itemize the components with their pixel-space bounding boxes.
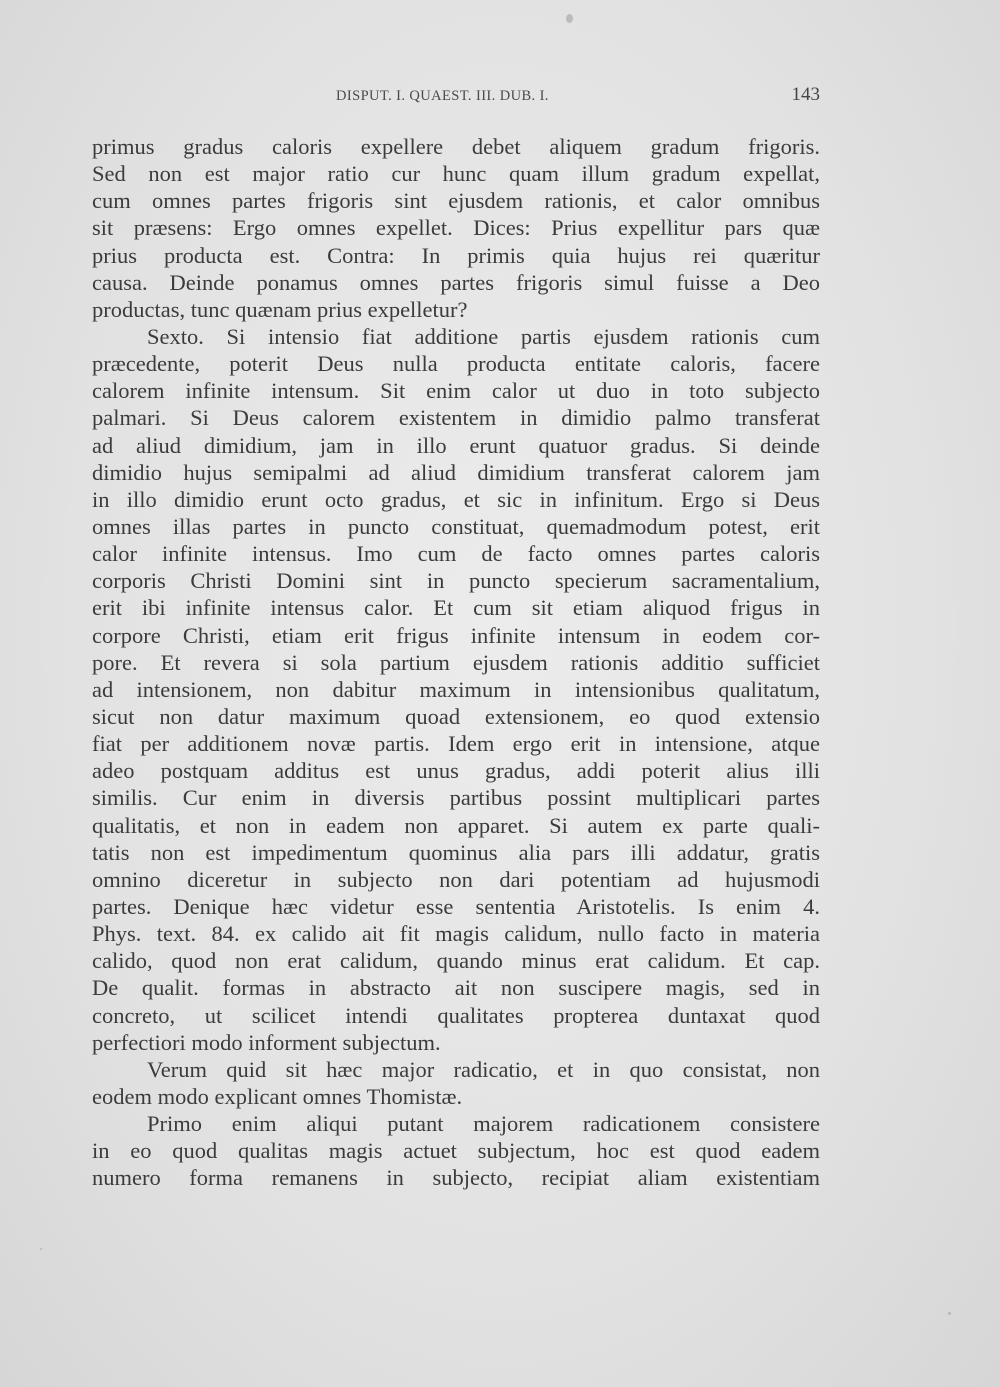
text-line: Verum quid sit hæc major radicatio, et in quo consistat, non [147,1056,820,1082]
text-line: ad intensionem, non dabitur maximum in intensionibus qualitatum, [92,676,820,702]
text-line: corporis Christi Domini sint in puncto specierum sacramentalium, [92,568,820,594]
text-line: erit ibi infinite intensus calor. Et cum sit etiam aliquod frigus in [92,595,820,621]
text-line: Sed non est major ratio cur hunc quam illum gradum expellat, [92,161,820,187]
text-line: in illo dimidio erunt octo gradus, et sic in infinitum. Ergo si Deus [92,486,820,512]
text-line: perfectiori modo informent subjectum. [92,1029,441,1055]
text-line: palmari. Si Deus calorem existentem in dimidio palmo transferat [92,405,820,431]
text-line: in eo quod qualitas magis actuet subjectum, hoc est quod eadem [92,1138,820,1164]
text-line: adeo postquam additus est unus gradus, addi poterit alius illi [92,758,820,784]
print-speck [566,14,573,23]
text-line: partes. Denique hæc videtur esse sententia Aristotelis. Is enim 4. [92,893,820,919]
text-line: calorem infinite intensum. Sit enim calor ut duo in toto subjecto [92,378,820,404]
text-line: similis. Cur enim in diversis partibus possint multiplicari partes [92,785,820,811]
text-line: qualitatis, et non in eadem non apparet. Si autem ex parte quali- [92,812,820,838]
print-speck [948,1312,951,1315]
text-line: De qualit. formas in abstracto ait non suscipere magis, sed in [92,975,820,1001]
print-speck [40,1248,42,1250]
text-line: calor infinite intensus. Imo cum de facto omnes partes caloris [92,541,820,567]
text-line: eodem modo explicant omnes Thomistæ. [92,1083,463,1109]
text-line: fiat per additionem novæ partis. Idem ergo erit in intensione, atque [92,731,820,757]
text-line: Primo enim aliqui putant majorem radicationem consistere [147,1111,820,1137]
text-line: tatis non est impedimentum quominus alia pars illi addatur, gratis [92,839,820,865]
text-line: causa. Deinde ponamus omnes partes frigoris simul fuisse a Deo [92,269,820,295]
text-line: primus gradus caloris expellere debet aliquem gradum frigoris. [92,134,820,159]
text-line: omnes illas partes in puncto constituat, quemadmodum potest, erit [92,513,820,539]
text-line: præcedente, poterit Deus nulla producta entitate caloris, facere [92,351,820,377]
text-line: concreto, ut scilicet intendi qualitates propterea duntaxat quod [92,1002,820,1028]
text-line: cum omnes partes frigoris sint ejusdem rationis, et calor omnibus [92,188,820,214]
page-number: 143 [791,84,820,105]
text-line: productas, tunc quænam prius expelletur? [92,296,468,322]
text-line: omnino diceretur in subjecto non dari potentiam ad hujusmodi [92,866,820,892]
running-head: DISPUT. I. QUAEST. III. DUB. I. [336,88,549,104]
text-line: ad aliud dimidium, jam in illo erunt quatuor gradus. Si deinde [92,432,820,458]
page-header [92,84,820,114]
text-line: pore. Et revera si sola partium ejusdem rationis additio sufficiet [92,649,820,675]
text-line: prius producta est. Contra: In primis quia hujus rei quæritur [92,242,820,268]
text-line: sicut non datur maximum quoad extensionem, eo quod extensio [92,703,820,729]
text-line: calido, quod non erat calidum, quando minus erat calidum. Et cap. [92,948,820,974]
text-line: numero forma remanens in subjecto, recipiat aliam existentiam [92,1165,820,1191]
text-line: Sexto. Si intensio fiat additione partis ejusdem rationis cum [147,323,820,349]
text-line: Phys. text. 84. ex calido ait fit magis calidum, nullo facto in materia [92,921,820,947]
body-text [92,133,820,1191]
text-line: sit præsens: Ergo omnes expellet. Dices: Prius expellitur pars quæ [92,215,820,241]
text-line: dimidio hujus semipalmi ad aliud dimidium transferat calorem jam [92,459,820,485]
text-line: corpore Christi, etiam erit frigus infinite intensum in eodem cor- [92,622,820,648]
